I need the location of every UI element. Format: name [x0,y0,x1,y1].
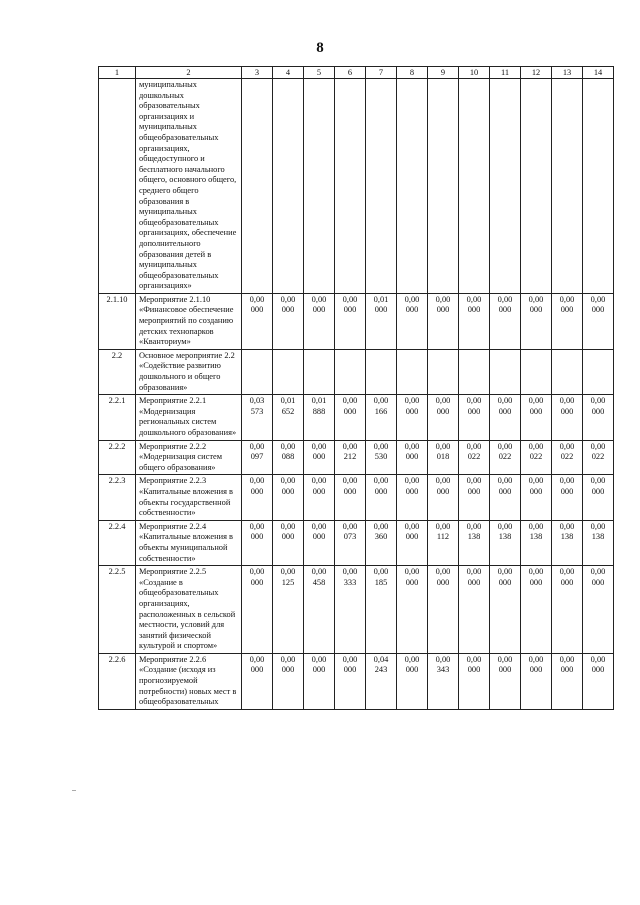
row-value: 0,00 000 [552,475,583,520]
row-value: 0,00 000 [304,293,335,349]
row-value: 0,00 000 [521,475,552,520]
row-value [273,79,304,294]
row-value [552,79,583,294]
row-value: 0,00 000 [397,293,428,349]
row-value: 0,00 000 [459,293,490,349]
row-value [490,349,521,394]
row-name: Мероприятие 2.2.2 «Модернизация систем общего образования» [136,440,242,475]
column-header-13: 13 [552,67,583,79]
row-value: 0,00 458 [304,566,335,654]
indicator-table [98,66,614,710]
row-value: 0,00 073 [335,520,366,565]
row-code: 2.2.6 [99,653,136,709]
row-name: Мероприятие 2.2.5 «Создание в общеобразовательных организациях, расположенных в сельской местности, условий для занятий физической культурой и спортом» [136,566,242,654]
row-value: 0,00 000 [583,653,614,709]
row-value [459,349,490,394]
row-value: 0,00 022 [459,440,490,475]
column-header-7: 7 [366,67,397,79]
row-value [490,79,521,294]
row-value: 0,00 000 [397,395,428,440]
row-value: 0,00 000 [490,566,521,654]
column-header-6: 6 [335,67,366,79]
row-value: 0,00 000 [304,440,335,475]
row-value [552,349,583,394]
row-value: 0,00 000 [459,395,490,440]
row-code: 2.2.2 [99,440,136,475]
column-header-4: 4 [273,67,304,79]
table-row [99,293,614,349]
column-header-3: 3 [242,67,273,79]
column-header-11: 11 [490,67,521,79]
table-body [99,79,614,710]
column-header-1: 1 [99,67,136,79]
page-number: 8 [316,40,324,56]
row-value: 0,00 000 [552,566,583,654]
row-value: 0,00 000 [335,293,366,349]
row-value: 0,00 125 [273,566,304,654]
row-value: 0,00 000 [428,293,459,349]
row-value: 0,00 112 [428,520,459,565]
row-value: 0,00 000 [304,653,335,709]
row-value: 0,00 000 [397,653,428,709]
row-code: 2.2.1 [99,395,136,440]
row-value: 0,00 022 [490,440,521,475]
row-value: 0,00 000 [335,653,366,709]
row-code: 2.2.5 [99,566,136,654]
row-value: 0,00 000 [521,293,552,349]
row-value: 0,00 138 [490,520,521,565]
column-header-9: 9 [428,67,459,79]
table-row [99,566,614,654]
row-value: 0,00 000 [490,475,521,520]
scan-mark [72,790,76,791]
row-value: 0,00 000 [273,653,304,709]
row-value: 0,00 000 [335,475,366,520]
row-value: 0,00 000 [521,653,552,709]
row-value: 0,00 000 [552,395,583,440]
row-value: 0,00 000 [242,653,273,709]
row-value: 0,00 000 [583,395,614,440]
row-value: 0,00 000 [366,475,397,520]
row-value: 0,00 000 [335,395,366,440]
row-value [304,349,335,394]
row-value: 0,00 000 [521,566,552,654]
row-value [521,79,552,294]
row-value [521,349,552,394]
row-value: 0,00 088 [273,440,304,475]
row-value: 0,00 000 [428,566,459,654]
row-value: 0,00 022 [521,440,552,475]
row-value: 0,00 000 [304,520,335,565]
row-value: 0,00 000 [273,475,304,520]
row-value [428,79,459,294]
row-value [459,79,490,294]
row-value: 0,00 000 [273,520,304,565]
row-value: 0,00 000 [490,293,521,349]
row-value: 0,00 138 [521,520,552,565]
row-value: 0,03 573 [242,395,273,440]
row-value: 0,00 138 [552,520,583,565]
row-value: 0,01 652 [273,395,304,440]
column-header-2: 2 [136,67,242,79]
row-value: 0,00 000 [397,440,428,475]
column-header-12: 12 [521,67,552,79]
row-code: 2.1.10 [99,293,136,349]
row-value: 0,00 343 [428,653,459,709]
row-value [304,79,335,294]
row-value: 0,00 022 [552,440,583,475]
row-value [366,79,397,294]
row-value [397,79,428,294]
row-value: 0,00 000 [242,520,273,565]
row-value: 0,00 138 [459,520,490,565]
row-value: 0,00 000 [521,395,552,440]
row-value [242,79,273,294]
row-value [242,349,273,394]
row-name: Основное мероприятие 2.2 «Содействие развитию дошкольного и общего образования» [136,349,242,394]
table-row [99,653,614,709]
row-name: муниципальных дошкольных образовательных организациях и муниципальных общеобразовательных организациях, общедоступного и бесплатного начального общего, основного общего, среднего общего образования в муниципальных общеобразовательных организациях, обеспечение дополнительного образования детей в муниципальных общеобразовательных организациях» [136,79,242,294]
row-name: Мероприятие 2.1.10 «Финансовое обеспечение мероприятий по созданию детских технопарков «Кванториум» [136,293,242,349]
column-header-8: 8 [397,67,428,79]
row-value: 0,00 000 [490,653,521,709]
row-value: 0,00 018 [428,440,459,475]
table-row [99,440,614,475]
row-value [335,349,366,394]
row-value [397,349,428,394]
row-value [583,79,614,294]
row-value: 0,00 000 [583,475,614,520]
table-row [99,520,614,565]
row-value: 0,00 166 [366,395,397,440]
table-row [99,475,614,520]
row-value: 0,00 360 [366,520,397,565]
row-value: 0,00 000 [304,475,335,520]
row-value: 0,00 000 [273,293,304,349]
row-value: 0,00 000 [583,566,614,654]
row-value: 0,00 000 [242,566,273,654]
row-value: 0,00 000 [459,475,490,520]
row-code [99,79,136,294]
column-header-10: 10 [459,67,490,79]
row-name: Мероприятие 2.2.3 «Капитальные вложения в объекты государственной собственности» [136,475,242,520]
row-value: 0,00 185 [366,566,397,654]
row-name: Мероприятие 2.2.6 «Создание (исходя из прогнозируемой потребности) новых мест в общеобразовательных [136,653,242,709]
row-value: 0,00 212 [335,440,366,475]
row-value: 0,00 000 [428,475,459,520]
row-value: 0,00 138 [583,520,614,565]
row-value: 0,00 000 [552,653,583,709]
row-value: 0,00 000 [552,293,583,349]
row-value [273,349,304,394]
table-row [99,395,614,440]
table-row [99,349,614,394]
row-code: 2.2 [99,349,136,394]
row-name: Мероприятие 2.2.1 «Модернизация региональных систем дошкольного образования» [136,395,242,440]
row-value: 0,01 888 [304,395,335,440]
row-value: 0,00 000 [397,475,428,520]
row-code: 2.2.4 [99,520,136,565]
row-value: 0,00 000 [459,653,490,709]
row-value: 0,00 000 [242,475,273,520]
row-name: Мероприятие 2.2.4 «Капитальные вложения в объекты муниципальной собственности» [136,520,242,565]
row-value: 0,00 000 [583,293,614,349]
row-value [428,349,459,394]
row-value: 0,00 000 [242,293,273,349]
row-value: 0,00 097 [242,440,273,475]
row-value [366,349,397,394]
row-value: 0,01 000 [366,293,397,349]
row-value: 0,00 000 [459,566,490,654]
header-row [99,67,614,79]
table-row [99,79,614,294]
row-value: 0,04 243 [366,653,397,709]
row-value: 0,00 022 [583,440,614,475]
row-value [583,349,614,394]
column-header-5: 5 [304,67,335,79]
row-value: 0,00 000 [397,566,428,654]
row-value: 0,00 530 [366,440,397,475]
row-value [335,79,366,294]
row-code: 2.2.3 [99,475,136,520]
column-header-14: 14 [583,67,614,79]
row-value: 0,00 333 [335,566,366,654]
row-value: 0,00 000 [397,520,428,565]
row-value: 0,00 000 [490,395,521,440]
row-value: 0,00 000 [428,395,459,440]
